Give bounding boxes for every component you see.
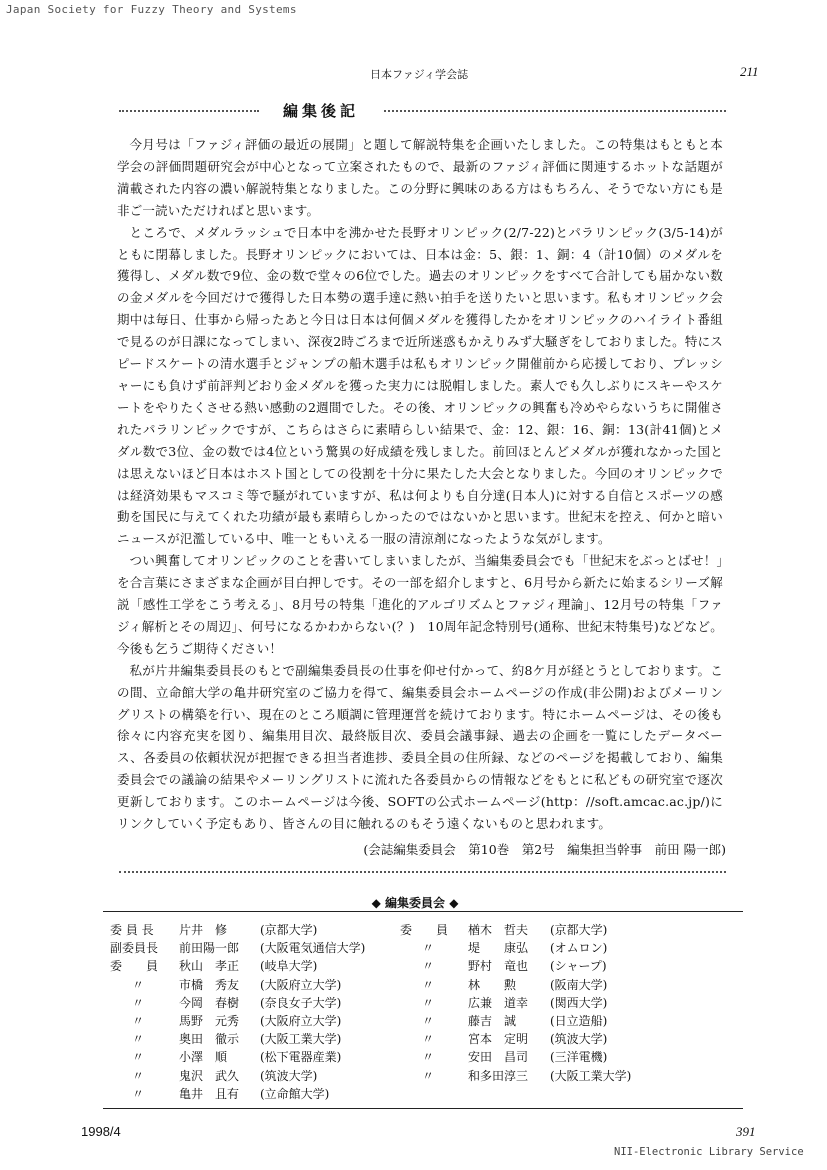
diamond-icon: ◆ [449,896,459,910]
footer-service-label: NII-Electronic Library Service [614,1146,804,1158]
diamond-icon: ◆ [371,896,381,910]
committee-top-rule [103,911,743,912]
running-page-number: 211 [740,64,759,79]
section-title: 編集後記 [282,102,359,120]
running-head: 日本ファジィ学会誌 [370,68,469,81]
title-rule-left [119,110,259,112]
footer-issue: 1998/4 [81,1124,121,1139]
article-body [117,134,723,835]
signature: (会誌編集委員会 第10巻 第2号 編集担当幹事 前田 陽一郎) [363,842,726,857]
committee-bottom-rule [103,1108,743,1109]
paragraph: 今月号は「ファジィ評価の最近の展開」と題して解説特集を企画いたしました。この特集はもともと本学会の評価問題研究会が中心となって立案されたもので、最新のファジィ評価に関連するホットな話題が満載された内容の濃い解説特集となりました。この分野に興味のある方はもちろん、そうでない方にも是非ご一読いただければと思います。 [117,137,723,218]
paragraph: ところで、メダルラッシュで日本中を沸かせた長野オリンピック(2/7-22)とパラリンピック(3/5-14)がともに閉幕しました。長野オリンピックにおいては、日本は金：5、銀：1、銅：4（計10個）のメダルを獲得し、メダル数で9位、金の数で堂々の6位でした。過去のオリンピックをすべて合計しても届かない数の金メダルを今回だけで獲得した日本勢の選手達に熱い拍手を送りたいと思います。私もオリンピック会期中は毎日、仕事から帰ったあと今日は日本は何個メダルを獲得したかをオリンピックのハイライト番組で見るのが日課になってしまい、深夜2時ごろまで近所迷惑もかえりみず大騒ぎをしておりました。特にスピードスケートの清水選手とジャンプの船木選手は私もオリンピック開催前から応援しており、プレッシャーにも負けず前評判どおり金メダルを獲った実力には脱帽しました。素人でも久しぶりにスキーやスケートをやりたくさせる熱い感動の2週間でした。その後、オリンピックの興奮も冷めやらないうちに開催されたパラリンピックですが、こちらはさらに素晴らしい結果で、金：12、銀：16、銅：13(計41個)とメダル数で3位、金の数では4位という驚異の好成績を残しました。前回ほとんどメダルが獲れなかった国とは思えないほど日本はホスト国としての役割を十分に果たした大会となりました。今回のオリンピックでは経済効果もマスコミ等で騒がれていますが、私は何よりも自分達(日本人)に対する自信とスポーツの感動を国民に与えてくれた功績が最も素晴らしかったのではないかと思います。世紀末を控え、何かと暗いニュースが氾濫している中、唯一ともいえる一服の清涼剤になったような気がします。 [117,224,723,547]
paragraph: つい興奮してオリンピックのことを書いてしまいましたが、当編集委員会でも「世紀末をぶっとばせ！」を合言葉にさまざまな企画が目白押しです。その一部を紹介しますと、6月号から新たに始まるシリーズ解説「感性工学をこう考える」、8月号の特集「進化的アルゴリズムとファジィ理論」、12月号の特集「ファジィ解析とその周辺」、何号になるかわからない(？) 10周年記念特別号(通称、世紀末特集号)などなど。今後も乞うご期待ください！ [117,553,723,656]
body-end-rule [119,871,726,873]
title-rule-right [384,110,726,112]
source-label: Japan Society for Fuzzy Theory and Systems [6,3,297,16]
footer-page-number: 391 [736,1124,756,1139]
committee-title [340,894,490,911]
paragraph: 私が片井編集委員長のもとで副編集委員長の仕事を仰せ付かって、約8ケ月が経とうとしております。この間、立命館大学の亀井研究室のご協力を得て、編集委員会ホームページの作成(非公開)およびメーリングリストの構築を行い、現在のところ順調に管理運営を続けております。特にホームページは、その後も徐々に内容充実を図り、編集用目次、最終版目次、委員会議事録、過去の企画を一覧にしたデータベース、各委員の依頼状況が把握できる担当者進捗、委員全員の住所録、などのページを掲載しており、編集委員会での議論の結果やメーリングリストに流れた各委員からの情報などをもとに私どもの研究室で逐次更新しております。このホームページは今後、SOFTの公式ホームページ(http：//soft.amcac.ac.jp/)にリンクしていく予定もあり、皆さんの目に触れるのもそう遠くないものと思われます。 [117,662,723,832]
committee-title-text: 編集委員会 [384,896,445,910]
